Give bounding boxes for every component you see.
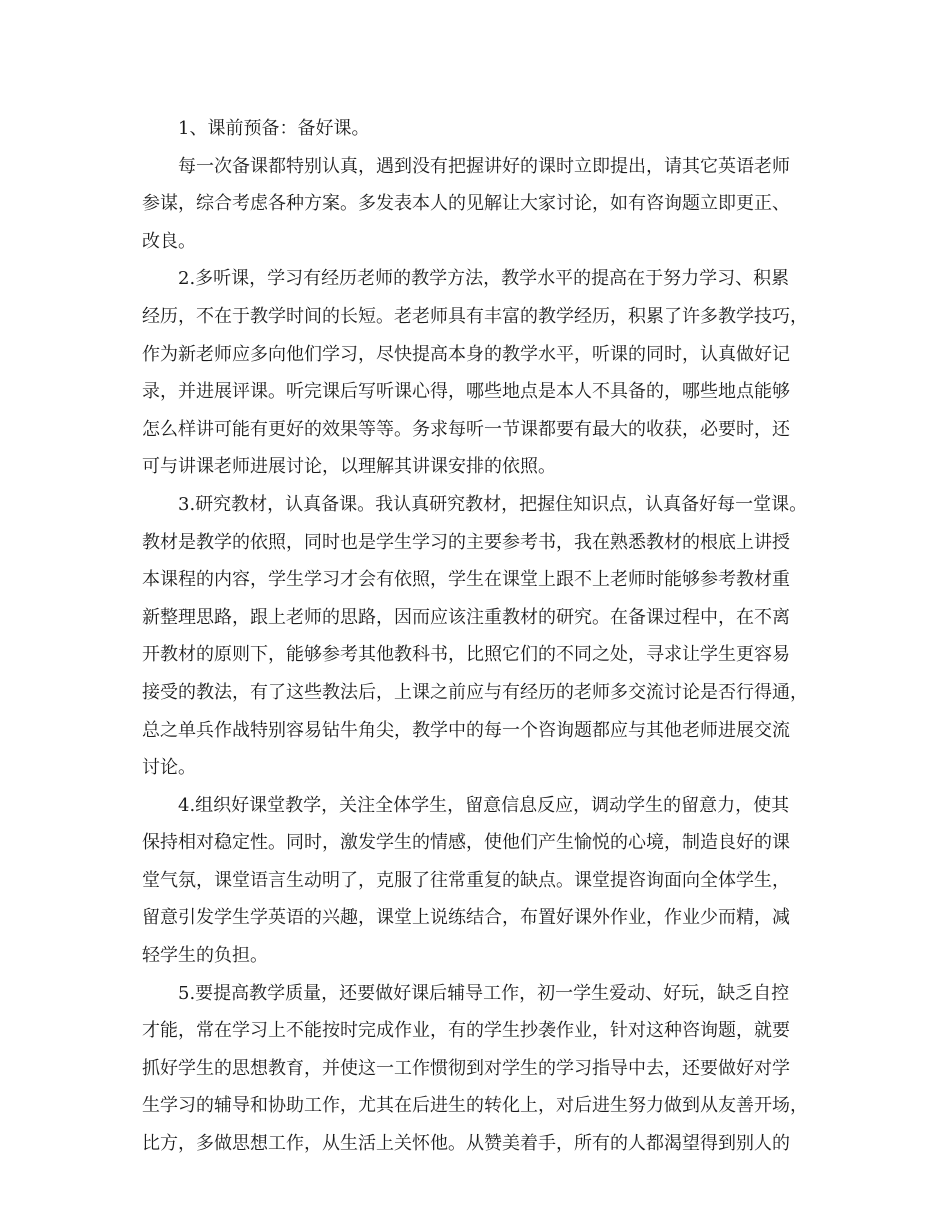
paragraph-line: 参谋，综合考虑各种方案。多发表本人的见解让大家讨论，如有咨询题立即更正、 (142, 193, 790, 215)
paragraph-line: 录，并进展评课。听完课后写听课心得，哪些地点是本人不具备的，哪些地点能够 (142, 381, 790, 403)
paragraph-line: 改良。 (142, 230, 196, 252)
paragraph-line: 每一次备课都特别认真，遇到没有把握讲好的课时立即提出，请其它英语老师 (178, 155, 790, 177)
paragraph-line: 开教材的原则下，能够参考其他教科书，比照它们的不同之处，寻求让学生更容易 (142, 644, 790, 666)
paragraph-line: 比方，多做思想工作，从生活上关怀他。从赞美着手，所有的人都渴望得到别人的 (142, 1133, 790, 1155)
paragraph-line: 5.要提高教学质量，还要做好课后辅导工作，初一学生爱动、好玩，缺乏自控 (178, 982, 790, 1004)
paragraph-line: 新整理思路，跟上老师的思路，因而应该注重教材的研究。在备课过程中，在不离 (142, 606, 790, 628)
paragraph-line: 怎么样讲可能有更好的效果等等。务求每听一节课都要有最大的收获，必要时，还 (142, 418, 790, 440)
paragraph-line: 堂气氛，课堂语言生动明了，克服了往常重复的缺点。课堂提咨询面向全体学生， (142, 869, 790, 891)
paragraph-line: 本课程的内容，学生学习才会有依照，学生在课堂上跟不上老师时能够参考教材重 (142, 569, 790, 591)
paragraph-line: 才能，常在学习上不能按时完成作业，有的学生抄袭作业，针对这种咨询题，就要 (142, 1020, 790, 1042)
paragraph-line: 抓好学生的思想教育，并使这一工作惯彻到对学生的学习指导中去，还要做好对学 (142, 1057, 790, 1079)
paragraph-line: 3.研究教材，认真备课。我认真研究教材，把握住知识点，认真备好每一堂课。 (178, 493, 808, 515)
paragraph-line: 经历，不在于教学时间的长短。老老师具有丰富的教学经历，积累了许多教学技巧， (142, 305, 808, 327)
paragraph-line: 留意引发学生学英语的兴趣，课堂上说练结合，布置好课外作业，作业少而精，减 (142, 907, 790, 929)
paragraph-line: 保持相对稳定性。同时，激发学生的情感，使他们产生愉悦的心境，制造良好的课 (142, 832, 790, 854)
paragraph-line: 接受的教法，有了这些教法后，上课之前应与有经历的老师多交流讨论是否行得通， (142, 681, 808, 703)
paragraph-line: 作为新老师应多向他们学习，尽快提高本身的教学水平，听课的同时，认真做好记 (142, 343, 790, 365)
paragraph-line: 讨论。 (142, 757, 196, 779)
paragraph-line: 4.组织好课堂教学，关注全体学生，留意信息反应，调动学生的留意力，使其 (178, 794, 790, 816)
paragraph-line: 可与讲课老师进展讨论，以理解其讲课安排的依照。 (142, 456, 556, 478)
paragraph-line: 总之单兵作战特别容易钻牛角尖，教学中的每一个咨询题都应与其他老师进展交流 (142, 719, 790, 741)
paragraph-line: 轻学生的负担。 (142, 945, 268, 967)
paragraph-line: 2.多听课，学习有经历老师的教学方法，教学水平的提高在于努力学习、积累 (178, 268, 790, 290)
document-body (142, 110, 822, 1163)
paragraph-line: 教材是教学的依照，同时也是学生学习的主要参考书，我在熟悉教材的根底上讲授 (142, 531, 790, 553)
paragraph-line: 生学习的辅导和协助工作，尤其在后进生的转化上，对后进生努力做到从友善开场， (142, 1095, 808, 1117)
section-heading: 1、课前预备：备好课。 (178, 118, 370, 139)
